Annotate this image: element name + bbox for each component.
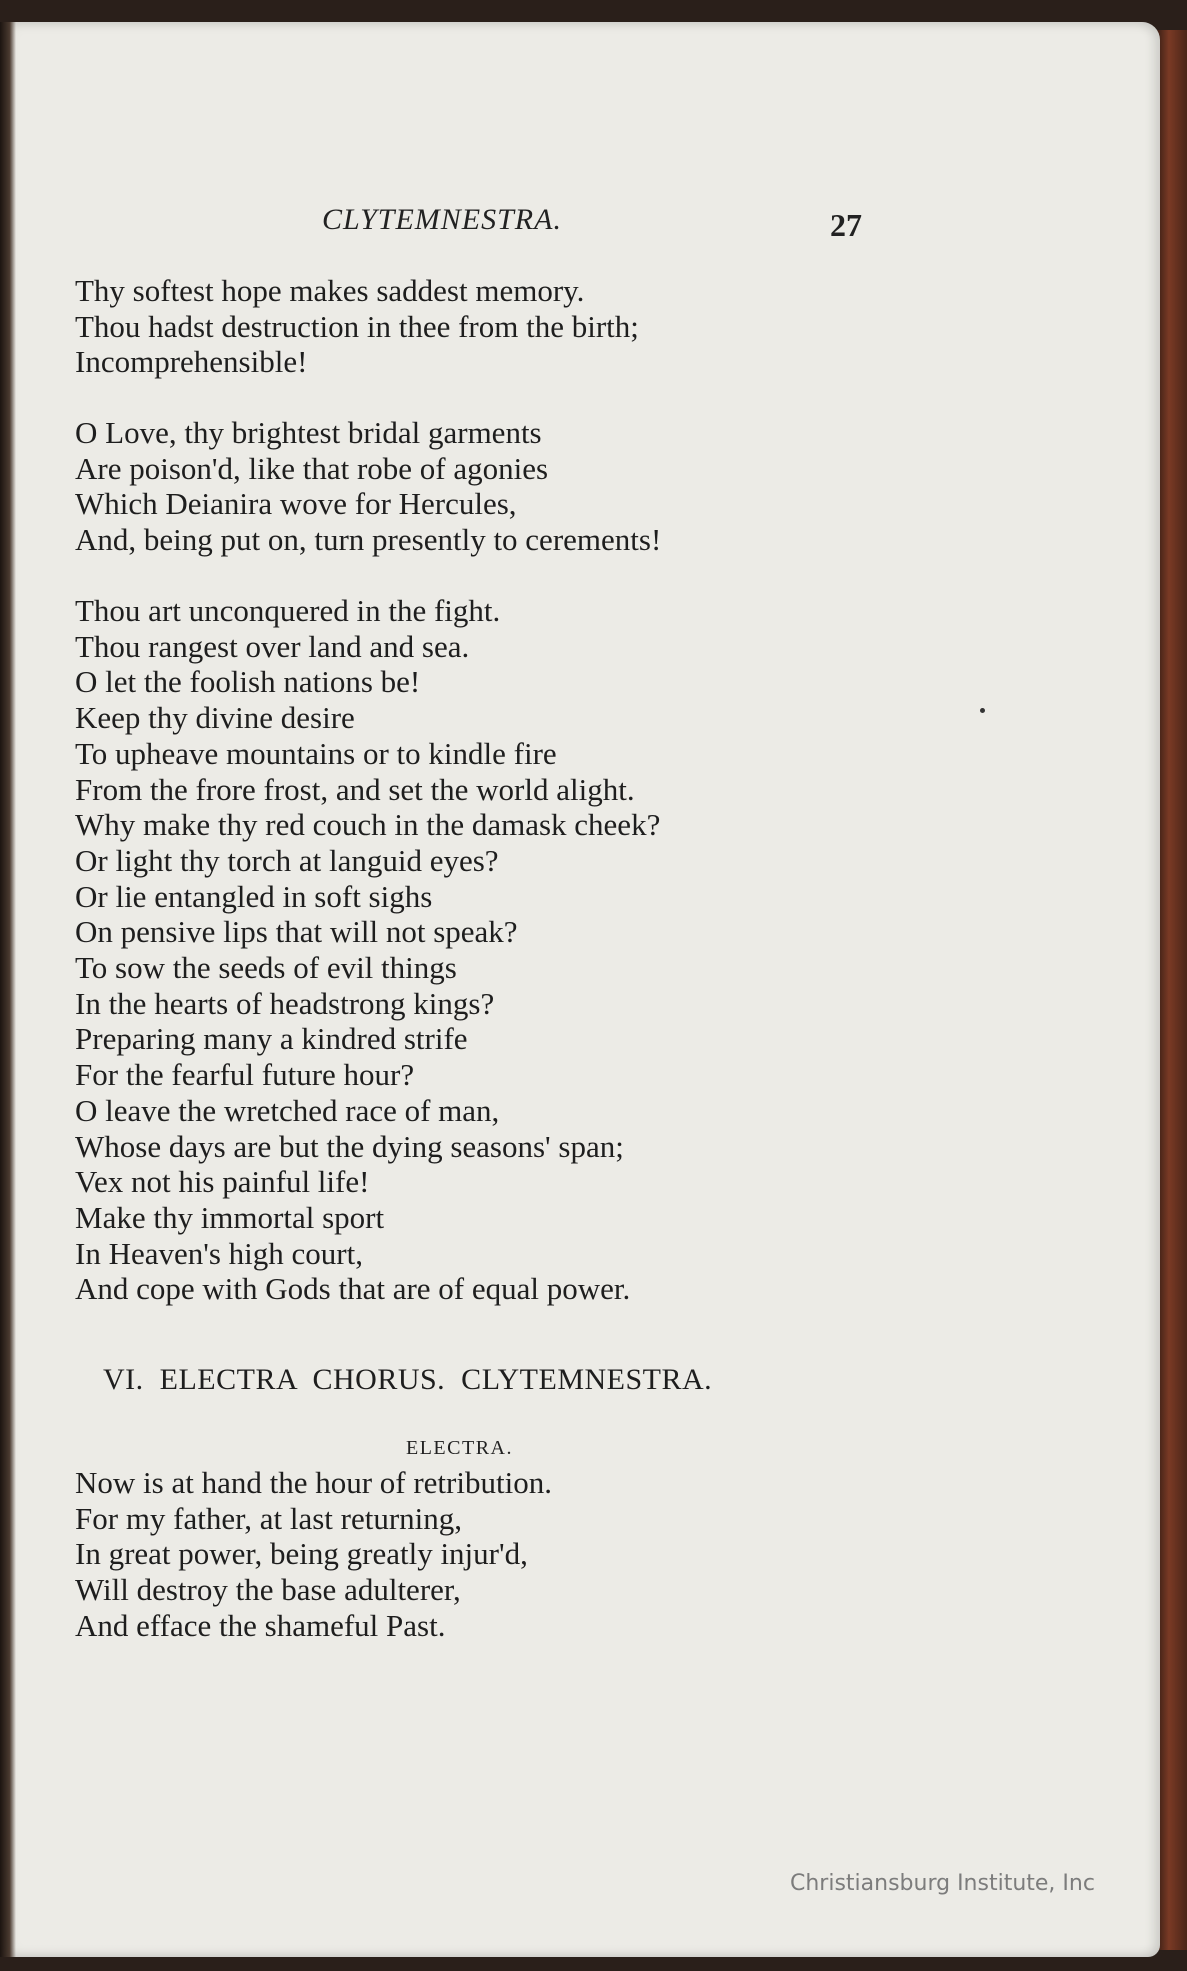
verse-line: From the frore frost, and set the world alight.	[75, 771, 635, 807]
verse-line: Or lie entangled in soft sighs	[75, 878, 433, 914]
verse-line: In great power, being greatly injur'd,	[75, 1536, 528, 1572]
ink-speck	[980, 708, 985, 713]
verse-line: For the fearful future hour?	[75, 1057, 415, 1093]
verse-line: And efface the shameful Past.	[75, 1607, 446, 1643]
verse-line: Thou hadst destruction in thee from the birth;	[75, 308, 639, 344]
verse-line: Are poison'd, like that robe of agonies	[75, 450, 549, 486]
verse-line: Keep thy divine desire	[75, 700, 355, 736]
section-heading: VI. ELECTRA CHORUS. CLYTEMNESTRA.	[103, 1363, 713, 1396]
watermark: Christiansburg Institute, Inc	[790, 1871, 1095, 1896]
verse-line: To upheave mountains or to kindle fire	[75, 735, 557, 771]
verse-line: Thou art unconquered in the fight.	[75, 593, 501, 628]
page-gutter	[0, 22, 16, 1957]
verse-line: And, being put on, turn presently to cerements!	[75, 522, 662, 558]
verse-line: Thy softest hope makes saddest memory.	[75, 273, 585, 308]
verse-line: In the hearts of headstrong kings?	[75, 985, 495, 1021]
verse-line: O leave the wretched race of man,	[75, 1092, 500, 1128]
stanza-1	[75, 273, 639, 380]
stanza-4	[75, 1465, 552, 1644]
page-number: 27	[830, 207, 862, 243]
verse-line: Preparing many a kindred strife	[75, 1021, 468, 1057]
verse-line: Vex not his painful life!	[75, 1164, 370, 1200]
verse-line: On pensive lips that will not speak?	[75, 914, 518, 950]
verse-line: Incomprehensible!	[75, 344, 308, 380]
verse-line: O let the foolish nations be!	[75, 664, 421, 700]
verse-line: And cope with Gods that are of equal power.	[75, 1271, 631, 1307]
stanza-3	[75, 593, 660, 1307]
verse-line: Or light thy torch at languid eyes?	[75, 842, 499, 878]
verse-line: Now is at hand the hour of retribution.	[75, 1465, 552, 1500]
verse-line: Which Deianira wove for Hercules,	[75, 486, 517, 522]
book-spine	[1157, 30, 1187, 1950]
running-title: CLYTEMNESTRA.	[322, 203, 562, 236]
verse-line: To sow the seeds of evil things	[75, 950, 457, 986]
verse-line: Whose days are but the dying seasons' span;	[75, 1128, 624, 1164]
stanza-2	[75, 415, 661, 558]
verse-line: For my father, at last returning,	[75, 1500, 463, 1536]
verse-line: Why make thy red couch in the damask cheek?	[75, 807, 661, 843]
verse-line: Make thy immortal sport	[75, 1199, 385, 1235]
verse-line: O Love, thy brightest bridal garments	[75, 415, 542, 450]
verse-line: Thou rangest over land and sea.	[75, 628, 470, 664]
speaker-label: ELECTRA.	[406, 1437, 513, 1459]
verse-line: Will destroy the base adulterer,	[75, 1572, 461, 1608]
verse-line: In Heaven's high court,	[75, 1235, 363, 1271]
page-header	[0, 203, 1187, 243]
